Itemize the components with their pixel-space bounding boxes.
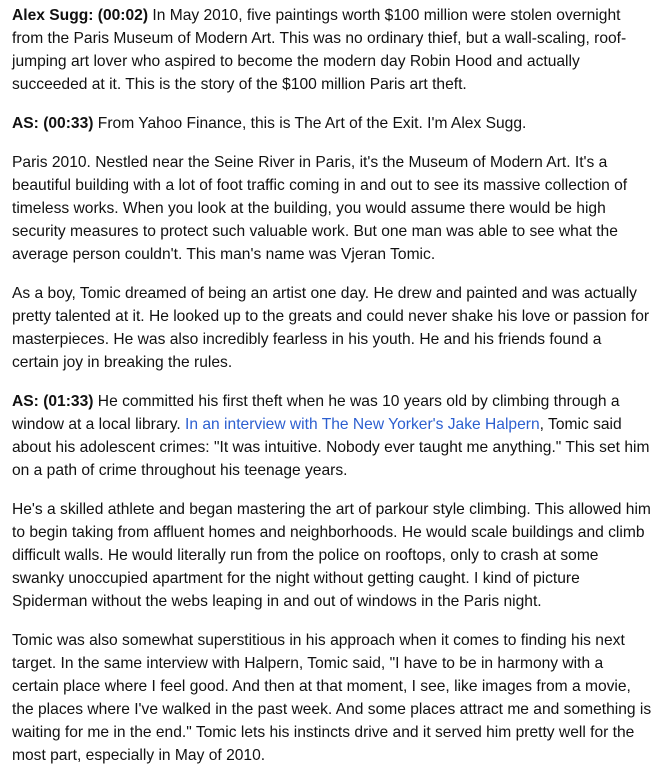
speaker-label: Alex Sugg: (00:02) bbox=[12, 7, 149, 24]
paragraph-text: Paris 2010. Nestled near the Seine River in Paris, it's the Museum of Modern Art. It's a beautiful building with a lot of foot traffic coming in and out to see its massive collection of timeless works. When you look at the building, you would assume there would be high security measures to protect such valuable work. But one man was able to see what the average person couldn't. This man's name was Vjeran Tomic. bbox=[12, 154, 628, 263]
paragraph-text: In May 2010, five paintings worth $100 million were stolen overnight from the Paris Museum of Modern Art. This was no ordinary thief, but a wall-scaling, roof-jumping art lover who aspired to become the modern day Robin Hood and actually succeeded at it. This is the story of the $100 million Paris art theft. bbox=[12, 7, 627, 93]
speaker-label: AS: (01:33) bbox=[12, 393, 94, 410]
transcript-paragraph-6 bbox=[12, 498, 652, 613]
transcript-paragraph-7 bbox=[12, 629, 652, 767]
transcript-paragraph-5 bbox=[12, 390, 652, 482]
transcript-paragraph-3 bbox=[12, 151, 652, 266]
paragraph-text: Tomic was also somewhat superstitious in his approach when it comes to finding his next target. In the same interview with Halpern, Tomic said, "I have to be in harmony with a certain place where I feel good. And then at that moment, I see, like images from a movie, the places where I've walked in the past week. And some places attract me and something is waiting for me in the end." Tomic lets his instincts drive and it served him pretty well for the most part, especially in May of 2010. bbox=[12, 632, 652, 764]
paragraph-text: , Tomic said about his adolescent crimes: "It was intuitive. Nobody ever taught me anything." This set him on a path of crime throughout his teenage years. bbox=[12, 416, 650, 479]
speaker-label: AS: (00:33) bbox=[12, 115, 94, 132]
paragraph-text: He's a skilled athlete and began mastering the art of parkour style climbing. This allowed him to begin taking from affluent homes and neighborhoods. He would scale buildings and climb difficult walls. He would literally run from the police on rooftops, only to crash at some swanky unoccupied apartment for the night without getting caught. I kind of picture Spiderman without the webs leaping in and out of windows in the Paris night. bbox=[12, 501, 651, 610]
transcript-paragraph-2 bbox=[12, 112, 652, 135]
paragraph-text: From Yahoo Finance, this is The Art of the Exit. I'm Alex Sugg. bbox=[93, 115, 527, 132]
paragraph-text: He committed his first theft when he was 10 years old by climbing through a window at a local library. bbox=[12, 393, 620, 433]
transcript-paragraph-4 bbox=[12, 282, 652, 374]
transcript-paragraph-1 bbox=[12, 4, 652, 96]
new-yorker-interview-link[interactable]: In an interview with The New Yorker's Jake Halpern bbox=[185, 416, 540, 433]
paragraph-text: As a boy, Tomic dreamed of being an artist one day. He drew and painted and was actually pretty talented at it. He looked up to the greats and could never shake his love or passion for masterpieces. He was also incredibly fearless in his youth. He and his friends found a certain joy in breaking the rules. bbox=[12, 285, 650, 371]
